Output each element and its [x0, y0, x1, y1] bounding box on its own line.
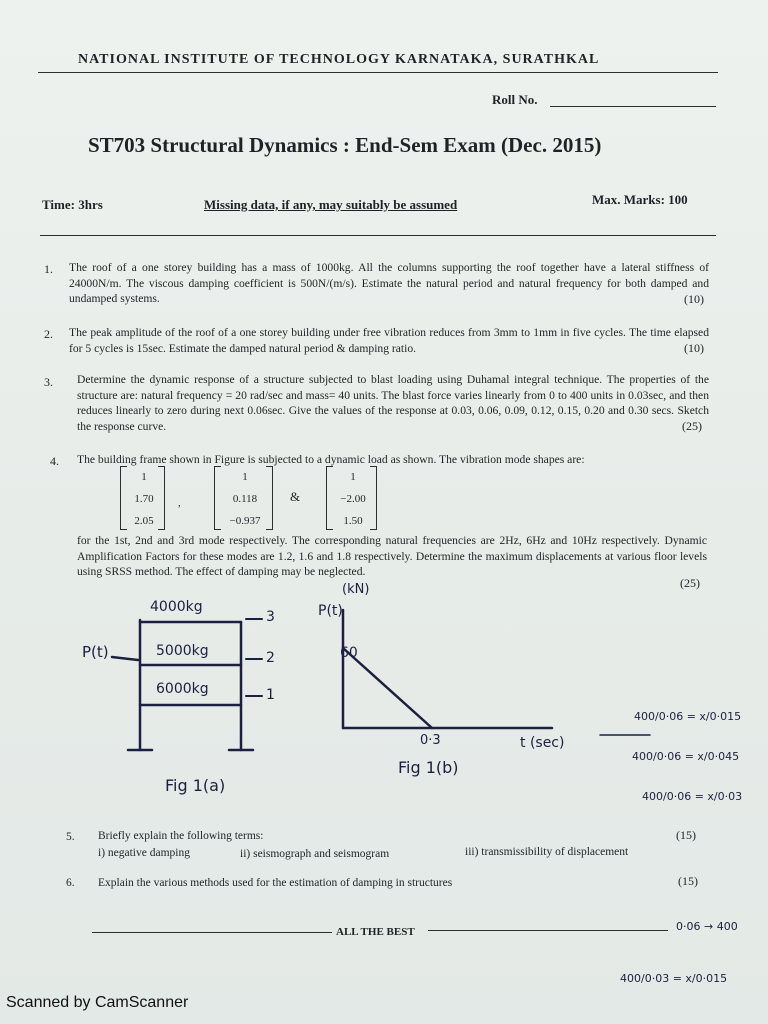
question-marks: (25) — [682, 419, 702, 433]
question-marks: (10) — [684, 341, 704, 355]
bracket-left — [120, 466, 127, 530]
matrix-separator: , — [178, 497, 181, 509]
institute-name: NATIONAL INSTITUTE OF TECHNOLOGY KARNATAKA, SURATHKAL — [78, 52, 600, 67]
graph-unit: (kN) — [342, 582, 370, 597]
question-number: 6. — [66, 877, 75, 889]
mode-shape-column — [222, 466, 268, 532]
mode-shape-column — [334, 466, 372, 532]
floor-number: 2 — [266, 650, 275, 666]
question-text: Briefly explain the following terms: — [98, 830, 264, 842]
question-text: The building frame shown in Figure is subjected to a dynamic load as shown. The vibration mode shapes are: — [77, 453, 585, 466]
exam-time: Time: 3hrs — [42, 197, 103, 212]
question-text: The roof of a one storey building has a mass of 1000kg. All the columns supporting the roof together have a lateral stiffness of 24000N/m. The viscous damping coefficient is 500N/(m/s). Estimate the natural period and natural frequency for both damped and undamped systems. — [69, 261, 709, 306]
figure-b-caption: Fig 1(b) — [398, 758, 459, 777]
closing-text: ALL THE BEST — [336, 926, 415, 938]
graph-duration: 0·3 — [420, 733, 441, 748]
question-number: 3. — [44, 375, 53, 389]
load-label: P(t) — [82, 643, 109, 661]
missing-data-note: Missing data, if any, may suitably be assumed — [204, 197, 458, 212]
max-marks: Max. Marks: 100 — [592, 192, 688, 207]
question-marks: (15) — [676, 828, 696, 842]
graph-y-label: P(t) — [318, 603, 343, 619]
closing-rule-left — [92, 932, 332, 933]
question-text-continued: for the 1st, 2nd and 3rd mode respectively. The corresponding natural frequencies are 2Hz, 6Hz and 10Hz respectively. Dynamic Amplification Factors for these modes are 1.2, 1.6 and 1.8 respectively. Determine the maximum displacements at various floor levels using SRSS method. The effect of damping may be neglected. — [77, 534, 707, 579]
handwritten-calc: 400/0·03 = x/0·015 — [620, 972, 728, 985]
handwritten-calc: 400/0·06 = x/0·015 — [634, 710, 742, 723]
question-number: 5. — [66, 831, 75, 843]
closing-rule-right — [428, 930, 668, 931]
bracket-right — [370, 466, 377, 530]
graph-x-label: t (sec) — [520, 735, 565, 751]
floor-number: 1 — [266, 687, 275, 703]
header-rule — [38, 72, 718, 73]
mode-shape-value: 1 — [242, 471, 248, 483]
term-item: ii) seismograph and seismogram — [240, 848, 390, 860]
scanner-watermark: Scanned by CamScanner — [6, 994, 189, 1011]
floor-mass-label: 6000kg — [156, 681, 209, 697]
floor-mass-label: 4000kg — [150, 599, 203, 615]
bracket-right — [158, 466, 165, 530]
exam-title: ST703 Structural Dynamics : End-Sem Exam (Dec. 2015) — [88, 133, 602, 157]
question-marks: (10) — [684, 292, 704, 306]
mode-shape-value: 0.118 — [232, 493, 258, 505]
question-text: Determine the dynamic response of a structure subjected to blast loading using Duhamal integral technique. The properties of the structure are: natural frequency = 20 rad/sec and mass= 40 units. The blast force varies linearly from 0 to 400 units in 0.03sec, and then reduces linearly to zero during next 0.06sec. Give the values of the response at 0.03, 0.06, 0.09, 0.12, 0.15, 0.20 and 0.30 secs. Sketch the response curve. — [77, 373, 709, 433]
floor-number: 3 — [266, 609, 275, 625]
bracket-left — [326, 466, 333, 530]
question-text: The peak amplitude of the roof of a one storey building under free vibration reduces from 3mm to 1mm in five cycles. The time elapsed for 5 cycles is 15sec. Estimate the damped natural period & damping ratio. — [69, 326, 709, 355]
question-number: 2. — [44, 327, 53, 341]
graph-peak-value: 60 — [340, 645, 358, 661]
mode-shape-value: −2.00 — [340, 493, 366, 505]
question-text: Explain the various methods used for the estimation of damping in structures — [98, 877, 453, 889]
handwritten-calc: 400/0·06 = x/0·045 — [632, 750, 740, 763]
handwritten-calc: 400/0·06 = x/0·03 — [642, 790, 743, 803]
bracket-right — [266, 466, 273, 530]
roll-number-label: Roll No. — [492, 92, 538, 107]
load-arrow — [112, 657, 138, 660]
mode-shape-value: 1 — [350, 471, 356, 483]
matrix-separator: & — [290, 489, 301, 504]
mode-shape-value: 2.05 — [134, 515, 154, 527]
roll-number-line — [550, 106, 716, 107]
mode-shape-column — [128, 466, 160, 532]
mode-shape-value: 1.50 — [343, 515, 363, 527]
mode-shape-value: 1 — [141, 471, 147, 483]
mode-shape-value: −0.937 — [229, 515, 261, 527]
handwritten-calc: 0·06 → 400 — [676, 920, 738, 933]
bracket-left — [214, 466, 221, 530]
header-rule-bottom — [40, 235, 716, 236]
mode-shape-value: 1.70 — [134, 493, 154, 505]
figure-a-caption: Fig 1(a) — [165, 776, 226, 795]
question-marks: (25) — [680, 576, 700, 590]
question-marks: (15) — [678, 874, 698, 888]
question-number: 4. — [50, 454, 59, 468]
term-item: iii) transmissibility of displacement — [465, 846, 629, 858]
floor-mass-label: 5000kg — [156, 643, 209, 659]
question-number: 1. — [44, 262, 53, 276]
term-item: i) negative damping — [98, 847, 190, 859]
